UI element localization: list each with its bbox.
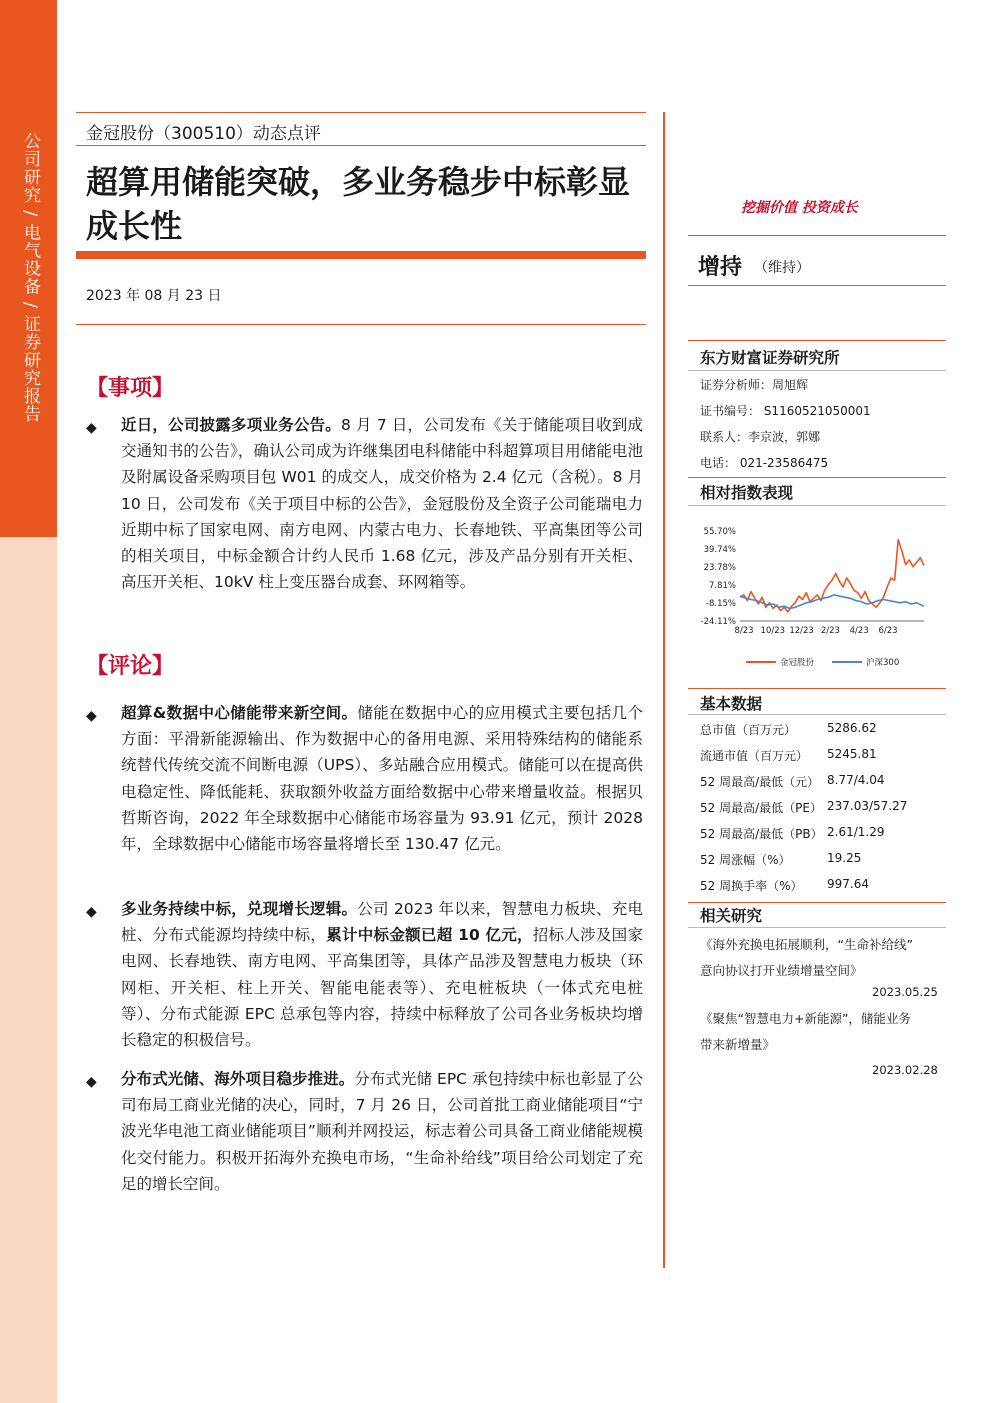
slogan: 挖掘价值 投资成长	[741, 200, 858, 216]
sidebar-category: 公司研究 / 电气设备 / 证券研究报告	[20, 132, 40, 424]
related-item-line: 带来新增量》	[700, 1037, 776, 1052]
event-text: 8 月 7 日，公司发布《关于储能项目收到成交通知书的公告》，确认公司成为许继集团电科储能中科超算项目用储能电池及附属设备采购项目包 W01 的成交人，成交价格为 2.4 亿元（含税）。8 月 10 日，公司发布《关于项目中标的公告》，金冠股份及全资子公司能瑞电力近期中标了国家电网、南方电网、内蒙古电力、长春地铁、平高集团等公司的相关项目，中标金额合计约人民币 1.68 亿元，涉及产品分别有开关柜、高压开关柜、10kV 柱上变压器台成套、环网箱等。	[121, 416, 643, 592]
basic-data-row	[700, 773, 945, 799]
institute-rule	[688, 370, 946, 371]
title-bar	[76, 251, 646, 259]
x-tick-label: 10/23	[760, 626, 786, 636]
basic-data-label: 总市值（百万元）	[700, 723, 797, 737]
related-title: 相关研究	[700, 907, 763, 925]
y-tick-label: -24.11%	[700, 617, 736, 627]
subhead-rule	[76, 145, 646, 146]
basic-data-value: 2.61/1.29	[827, 825, 885, 839]
basic-data-row	[700, 799, 945, 825]
x-tick-label: 4/23	[849, 626, 869, 636]
review-section-title: 【评论】	[86, 654, 175, 679]
x-tick-label: 2/23	[820, 626, 840, 636]
basic-data-label: 52 周换手率（%）	[700, 879, 803, 893]
related-item-line: 《海外充换电拓展顺利，“生命补给线”	[700, 937, 913, 952]
legend-label: 金冠股份	[780, 658, 815, 668]
basic-data-value: 997.64	[827, 877, 869, 891]
basic-data-label: 52 周最高/最低（PB）	[700, 827, 823, 841]
analyst: 证券分析师：周旭辉	[700, 378, 809, 392]
basic-data-row	[700, 877, 945, 903]
basic-top-rule	[688, 688, 946, 689]
review-text-2b: 招标人涉及国家电网、长春地铁、南方电网、平高集团等，具体产品涉及智慧电力板块（环网柜、开关柜、柱上开关、智能电能表等）、充电桩板块（一体式充电桩等）、分布式能源 EPC 总承包等内容，持续中标释放了公司各业务板块均增长稳定的积极信号。	[121, 926, 643, 1050]
basic-data-value: 8.77/4.04	[827, 773, 885, 787]
y-tick-label: 23.78%	[703, 563, 736, 573]
rating: 增持	[698, 255, 743, 280]
related-item-date: 2023.02.28	[872, 1063, 938, 1077]
column-divider	[663, 112, 665, 1268]
review-paragraph-1	[121, 700, 643, 857]
basic-data-row	[700, 825, 945, 851]
related-item-line: 《聚焦“智慧电力+新能源”，储能业务	[700, 1011, 911, 1026]
chart-title: 相对指数表现	[700, 484, 794, 502]
bullet-diamond-icon: ◆	[86, 708, 97, 724]
cert-number: 证书编号： S1160521050001	[700, 404, 871, 418]
phone: 电话： 021-23586475	[700, 456, 829, 470]
related-item[interactable]	[700, 1006, 911, 1058]
basic-data-rule	[688, 714, 946, 715]
related-item-date: 2023.05.25	[872, 985, 938, 999]
event-paragraph	[121, 412, 643, 595]
bullet-diamond-icon: ◆	[86, 904, 97, 920]
related-item-line: 意向协议打开业绩增量空间》	[700, 963, 863, 978]
basic-data-row	[700, 747, 945, 773]
page-title: 超算用储能突破，多业务稳步中标彰显成长性	[86, 163, 631, 245]
top-rule	[76, 112, 646, 113]
y-tick-label: 39.74%	[703, 545, 736, 555]
chart-top-rule	[688, 477, 946, 478]
basic-data-label: 52 周涨幅（%）	[700, 853, 791, 867]
institute-top-rule	[688, 340, 946, 341]
review-paragraph-2	[121, 896, 643, 1053]
bullet-diamond-icon: ◆	[86, 420, 97, 436]
relative-index-chart	[688, 515, 946, 675]
basic-data-label: 52 周最高/最低（PE）	[700, 801, 822, 815]
review-bold-2: 累计中标金额已超 10 亿元，	[326, 926, 533, 945]
review-text-3: 分布式光储 EPC 承包持续中标也彰显了公司布局工商业光储的决心，同时，7 月 26 日，公司首批工商业储能项目“宁波光华电池工商业储能项目”顺利并网投运，标志着公司具备工商业储能规模化交付能力。积极开拓海外充换电市场，“生命补给线”项目给公司划定了充足的增长空间。	[121, 1070, 643, 1193]
event-section-title: 【事项】	[86, 376, 175, 401]
basic-data-value: 19.25	[827, 851, 862, 865]
x-tick-label: 12/23	[789, 626, 814, 636]
basic-data-row	[700, 851, 945, 877]
related-top-rule	[688, 902, 946, 903]
event-lead: 近日，公司披露多项业务公告。	[121, 416, 341, 434]
report-date: 2023 年 08 月 23 日	[86, 288, 222, 304]
review-paragraph-3	[121, 1066, 643, 1197]
rating-rule	[688, 285, 946, 286]
basic-data-label: 流通市值（百万元）	[700, 749, 809, 763]
related-item[interactable]	[700, 932, 913, 984]
y-tick-label: 55.70%	[703, 527, 736, 537]
date-rule	[76, 324, 646, 325]
review-text-1: 储能在数据中心的应用模式主要包括几个方面：平滑新能源输出、作为数据中心的备用电源、采用特殊结构的储能系统替代传统交流不间断电源（UPS）、多站融合应用模式。储能可以在提高供电稳定性、降低能耗、获取额外收益方面给数据中心带来增量收益。根据贝哲斯咨询，2022 年全球数据中心储能市场容量为 93.91 亿元，预计 2028 年，全球数据中心储能市场容量将增长至 130.47 亿元。	[121, 704, 643, 854]
series-line-1	[740, 540, 924, 612]
basic-data-label: 52 周最高/最低（元）	[700, 775, 820, 789]
basic-data-value: 237.03/57.27	[827, 799, 908, 813]
report-subhead: 金冠股份（300510）动态点评	[86, 124, 321, 144]
contact: 联系人：李京波，郭娜	[700, 430, 821, 444]
basic-data-value: 5245.81	[827, 747, 877, 761]
legend-label: 沪深300	[866, 658, 900, 668]
review-lead-1: 超算&数据中心储能带来新空间。	[121, 704, 358, 722]
y-tick-label: 7.81%	[708, 581, 736, 591]
y-tick-label: -8.15%	[705, 599, 736, 609]
chart-title-rule	[688, 505, 946, 506]
rating-note: （维持）	[754, 260, 810, 276]
slogan-rule	[688, 235, 946, 236]
x-tick-label: 8/23	[734, 626, 754, 636]
related-rule	[688, 927, 946, 928]
bullet-diamond-icon: ◆	[86, 1074, 97, 1090]
review-lead-3: 分布式光储、海外项目稳步推进。	[121, 1070, 355, 1088]
review-lead-2: 多业务持续中标，兑现增长逻辑。	[121, 900, 358, 918]
basic-data-row	[700, 721, 945, 747]
series-line-2	[740, 595, 924, 609]
basic-data-title: 基本数据	[700, 695, 763, 713]
x-tick-label: 6/23	[878, 626, 898, 636]
review-text-2a: 公司 2023 年以来，智慧电力板块、充电桩、分布式能源均持续中标，	[121, 900, 643, 945]
sidebar-lower	[0, 537, 57, 1403]
basic-data-value: 5286.62	[827, 721, 877, 735]
institute-name: 东方财富证券研究所	[700, 349, 840, 367]
